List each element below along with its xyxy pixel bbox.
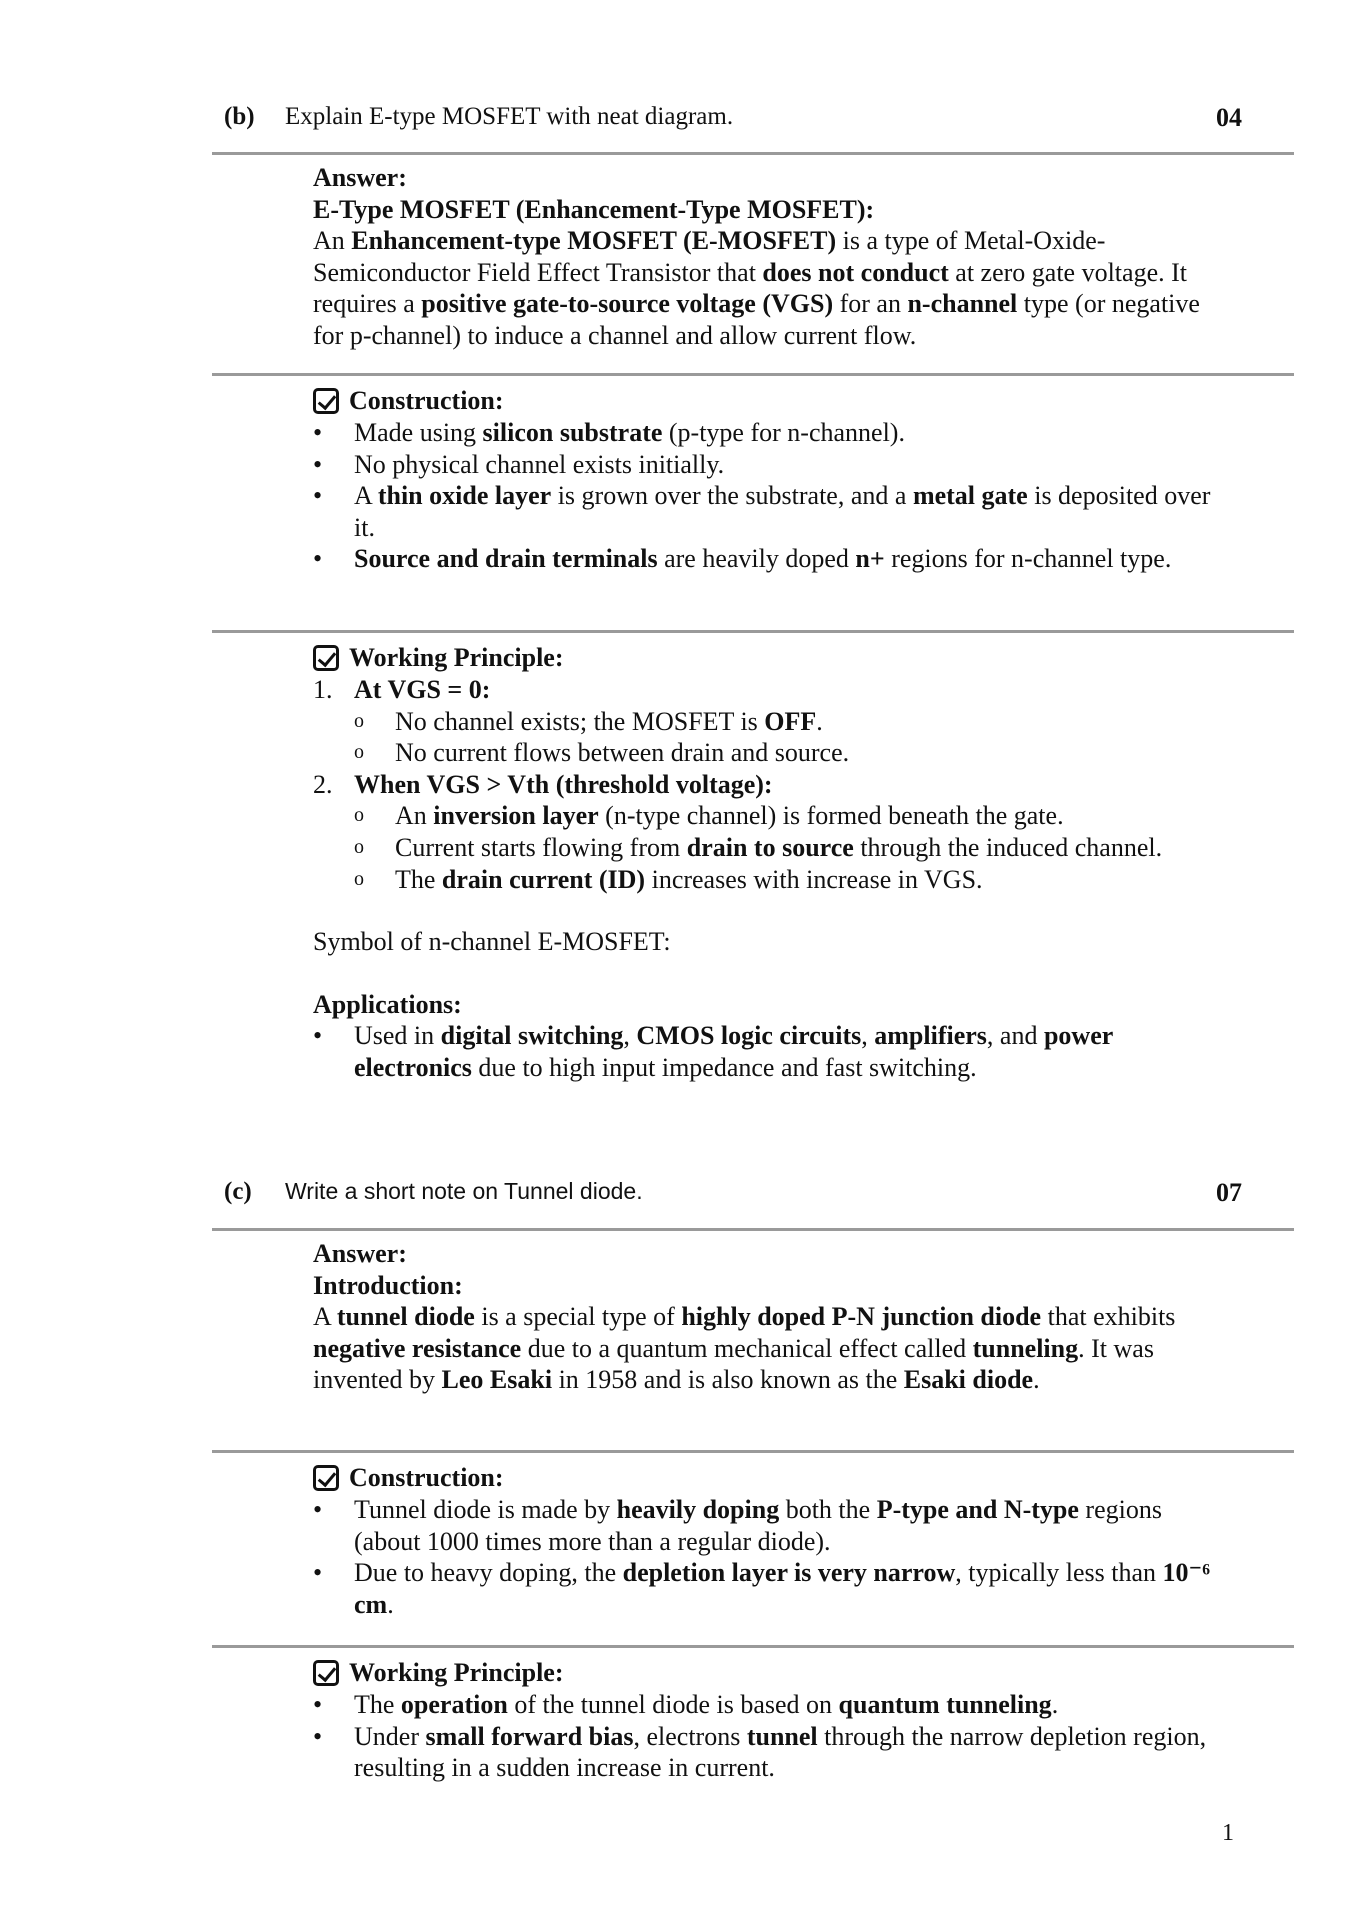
heading-text: Working Principle: [349, 1658, 564, 1688]
bold-text: P-type and N-type [876, 1495, 1079, 1524]
list-item [313, 543, 1213, 575]
text-run: The [395, 864, 442, 894]
page-number: 1 [1222, 1820, 1234, 1846]
applications-list [313, 1020, 1213, 1083]
text-run: No current flows between drain and source. [395, 738, 850, 768]
text-run: is a special type of [474, 1302, 682, 1332]
text-run: both the [779, 1495, 877, 1524]
text-run: Due to heavy doping, the [354, 1558, 623, 1588]
bold-text: n+ [855, 544, 885, 574]
construction-heading [313, 385, 1213, 417]
heading-text: Working Principle: [349, 643, 564, 673]
question-b-header [212, 103, 1252, 143]
question-text: Explain E-type MOSFET with neat diagram. [285, 103, 734, 130]
text-run: Current starts flowing from [395, 832, 687, 862]
divider [212, 1450, 1294, 1453]
step-subitems [313, 800, 1213, 895]
bold-text: inversion layer [433, 801, 599, 831]
intro-paragraph [313, 225, 1213, 351]
text-run: are heavily doped [657, 544, 856, 574]
bold-text: drain current (ID) [441, 864, 646, 894]
section-title: E-Type MOSFET (Enhancement-Type MOSFET): [313, 194, 875, 224]
sub-bullet-icon: o [354, 804, 364, 827]
bold-text: quantum tunneling [838, 1690, 1052, 1719]
list-item [313, 1557, 1213, 1620]
introduction-heading: Introduction: [313, 1270, 463, 1300]
applications-heading: Applications: [313, 989, 462, 1019]
text-run: No physical channel exists initially. [354, 449, 725, 479]
question-marks: 07 [1216, 1178, 1242, 1207]
text-run: No channel exists; the MOSFET is [395, 706, 765, 736]
sub-bullet-icon: o [354, 835, 364, 858]
text-run: through the induced channel. [853, 832, 1163, 862]
bold-text: tunnel diode [336, 1302, 475, 1332]
working-c-section [313, 1657, 1213, 1784]
checkbox-icon [313, 1660, 339, 1686]
working-step [313, 674, 1213, 769]
bold-text: n-channel [907, 289, 1018, 319]
step-number: 1. [313, 675, 333, 704]
bold-text: heavily doping [616, 1495, 780, 1524]
working-heading [313, 1657, 1213, 1689]
text-run: at zero gate voltage. It requires a [313, 257, 1187, 319]
text-run: that exhibits [1041, 1302, 1176, 1332]
sub-bullet-icon: o [354, 709, 364, 732]
bold-text: digital switching [440, 1021, 624, 1051]
sub-bullet-icon: o [354, 741, 364, 764]
text-run: . [1033, 1365, 1040, 1395]
working-b-section [313, 642, 1213, 1084]
text-run: of the tunnel diode is based on [507, 1690, 839, 1719]
text-run: , electrons [633, 1721, 747, 1751]
answer-label: Answer: [313, 1239, 407, 1268]
list-item [313, 449, 1213, 481]
text-run: through the narrow depletion region, resulting in a sudden increase in current. [354, 1721, 1207, 1783]
construction-b-section [313, 385, 1213, 575]
bold-text: silicon substrate [482, 418, 663, 447]
checkbox-icon [313, 388, 339, 414]
text-run: Tunnel diode is made by [354, 1495, 617, 1524]
list-item [313, 1721, 1213, 1784]
bold-text: drain to source [686, 832, 854, 862]
text-run: . [1051, 1690, 1059, 1719]
step-number: 2. [313, 769, 333, 799]
bold-text: highly doped P-N junction diode [681, 1302, 1042, 1332]
text-run: An [313, 226, 352, 256]
text-run: , and [986, 1021, 1044, 1051]
text-run: , [623, 1021, 637, 1051]
text-run: is deposited over it. [354, 481, 1211, 542]
divider [212, 630, 1294, 633]
question-label: (b) [224, 103, 255, 130]
divider [212, 373, 1294, 376]
question-c-header [212, 1178, 1252, 1218]
text-run: is grown over the substrate, and a [551, 481, 913, 511]
bold-text: positive gate-to-source voltage (VGS) [421, 289, 834, 319]
bold-text: negative resistance [313, 1333, 522, 1363]
bold-text: small forward bias [425, 1721, 634, 1751]
construction-c-section [313, 1462, 1213, 1620]
bold-text: OFF [764, 706, 817, 736]
text-run: (n-type channel) is formed beneath the gate. [598, 801, 1064, 831]
list-item [313, 1689, 1213, 1721]
sub-list-item [313, 737, 1213, 769]
bold-text: operation [400, 1690, 508, 1719]
intro-paragraph [313, 1301, 1213, 1396]
sub-list-item [313, 706, 1213, 738]
step-heading: At VGS = 0: [354, 675, 491, 704]
step-heading: When VGS > Vth (threshold voltage): [354, 769, 773, 799]
bold-text: thin oxide layer [377, 481, 552, 511]
bold-text: power electronics [354, 1021, 1113, 1082]
answer-c-intro-section [313, 1238, 1213, 1396]
divider [212, 1228, 1294, 1231]
answer-label: Answer: [313, 163, 407, 192]
working-steps [313, 674, 1213, 895]
text-run: Used in [354, 1021, 441, 1051]
bold-text: Esaki diode [903, 1365, 1034, 1395]
text-run: (p-type for n-channel). [662, 418, 905, 447]
text-run: The [354, 1690, 401, 1719]
text-run: due to a quantum mechanical effect called [521, 1333, 973, 1363]
text-run: Under [354, 1721, 426, 1751]
bold-text: does not conduct [762, 257, 949, 287]
text-run: . [816, 706, 823, 736]
text-run: . It was invented by [313, 1333, 1154, 1395]
bold-text: Source and drain terminals [354, 544, 658, 574]
text-run: , typically less than [955, 1558, 1163, 1588]
text-run: regions for n-channel type. [884, 544, 1172, 574]
step-subitems [313, 706, 1213, 769]
sub-bullet-icon: o [354, 867, 364, 890]
checkbox-icon [313, 645, 339, 671]
working-step [313, 769, 1213, 895]
text-run: Made using [354, 418, 483, 447]
divider [212, 1645, 1294, 1648]
working-list [313, 1689, 1213, 1784]
text-run: increases with increase in VGS. [645, 864, 983, 894]
construction-list [313, 417, 1213, 575]
list-item [313, 417, 1213, 449]
sub-list-item [313, 864, 1213, 896]
list-item [313, 1494, 1213, 1557]
checkbox-icon [313, 1465, 339, 1491]
text-run: A [354, 481, 378, 511]
bold-text: amplifiers [874, 1021, 987, 1051]
divider [212, 152, 1294, 155]
working-heading [313, 642, 1213, 674]
symbol-caption: Symbol of n-channel E-MOSFET: [313, 927, 671, 957]
question-text: Write a short note on Tunnel diode. [285, 1178, 643, 1204]
sub-list-item [313, 800, 1213, 832]
bold-text: 10⁻⁶ cm [354, 1558, 1211, 1619]
text-run: , [861, 1021, 875, 1051]
bold-text: Leo Esaki [441, 1365, 553, 1395]
construction-heading [313, 1462, 1213, 1494]
list-item [313, 1020, 1213, 1083]
text-run: due to high input impedance and fast switching. [471, 1052, 977, 1082]
bold-text: tunneling [972, 1333, 1079, 1363]
text-run: type (or negative for p-channel) to induce a channel and allow current flow. [313, 289, 1200, 350]
text-run: is a type of Metal-Oxide-Semiconductor Field Effect Transistor that [313, 226, 1106, 287]
text-run: for an [833, 289, 908, 319]
text-run: regions (about 1000 times more than a regular diode). [354, 1495, 1162, 1556]
sub-list-item [313, 832, 1213, 864]
question-marks: 04 [1216, 103, 1242, 132]
heading-text: Construction: [349, 386, 504, 416]
bold-text: CMOS logic circuits [636, 1021, 862, 1051]
answer-b-intro-section [313, 162, 1213, 352]
text-run: An [395, 801, 434, 831]
heading-text: Construction: [349, 1463, 504, 1493]
bold-text: tunnel [746, 1721, 818, 1751]
construction-list [313, 1494, 1213, 1620]
text-run: in 1958 and is also known as the [552, 1365, 904, 1395]
bold-text: metal gate [912, 481, 1028, 511]
question-label: (c) [224, 1178, 252, 1205]
text-run: . [387, 1589, 394, 1619]
bold-text: depletion layer is very narrow [622, 1558, 956, 1588]
list-item [313, 480, 1213, 543]
bold-text: Enhancement-type MOSFET (E-MOSFET) [351, 226, 837, 256]
text-run: A [313, 1302, 337, 1332]
